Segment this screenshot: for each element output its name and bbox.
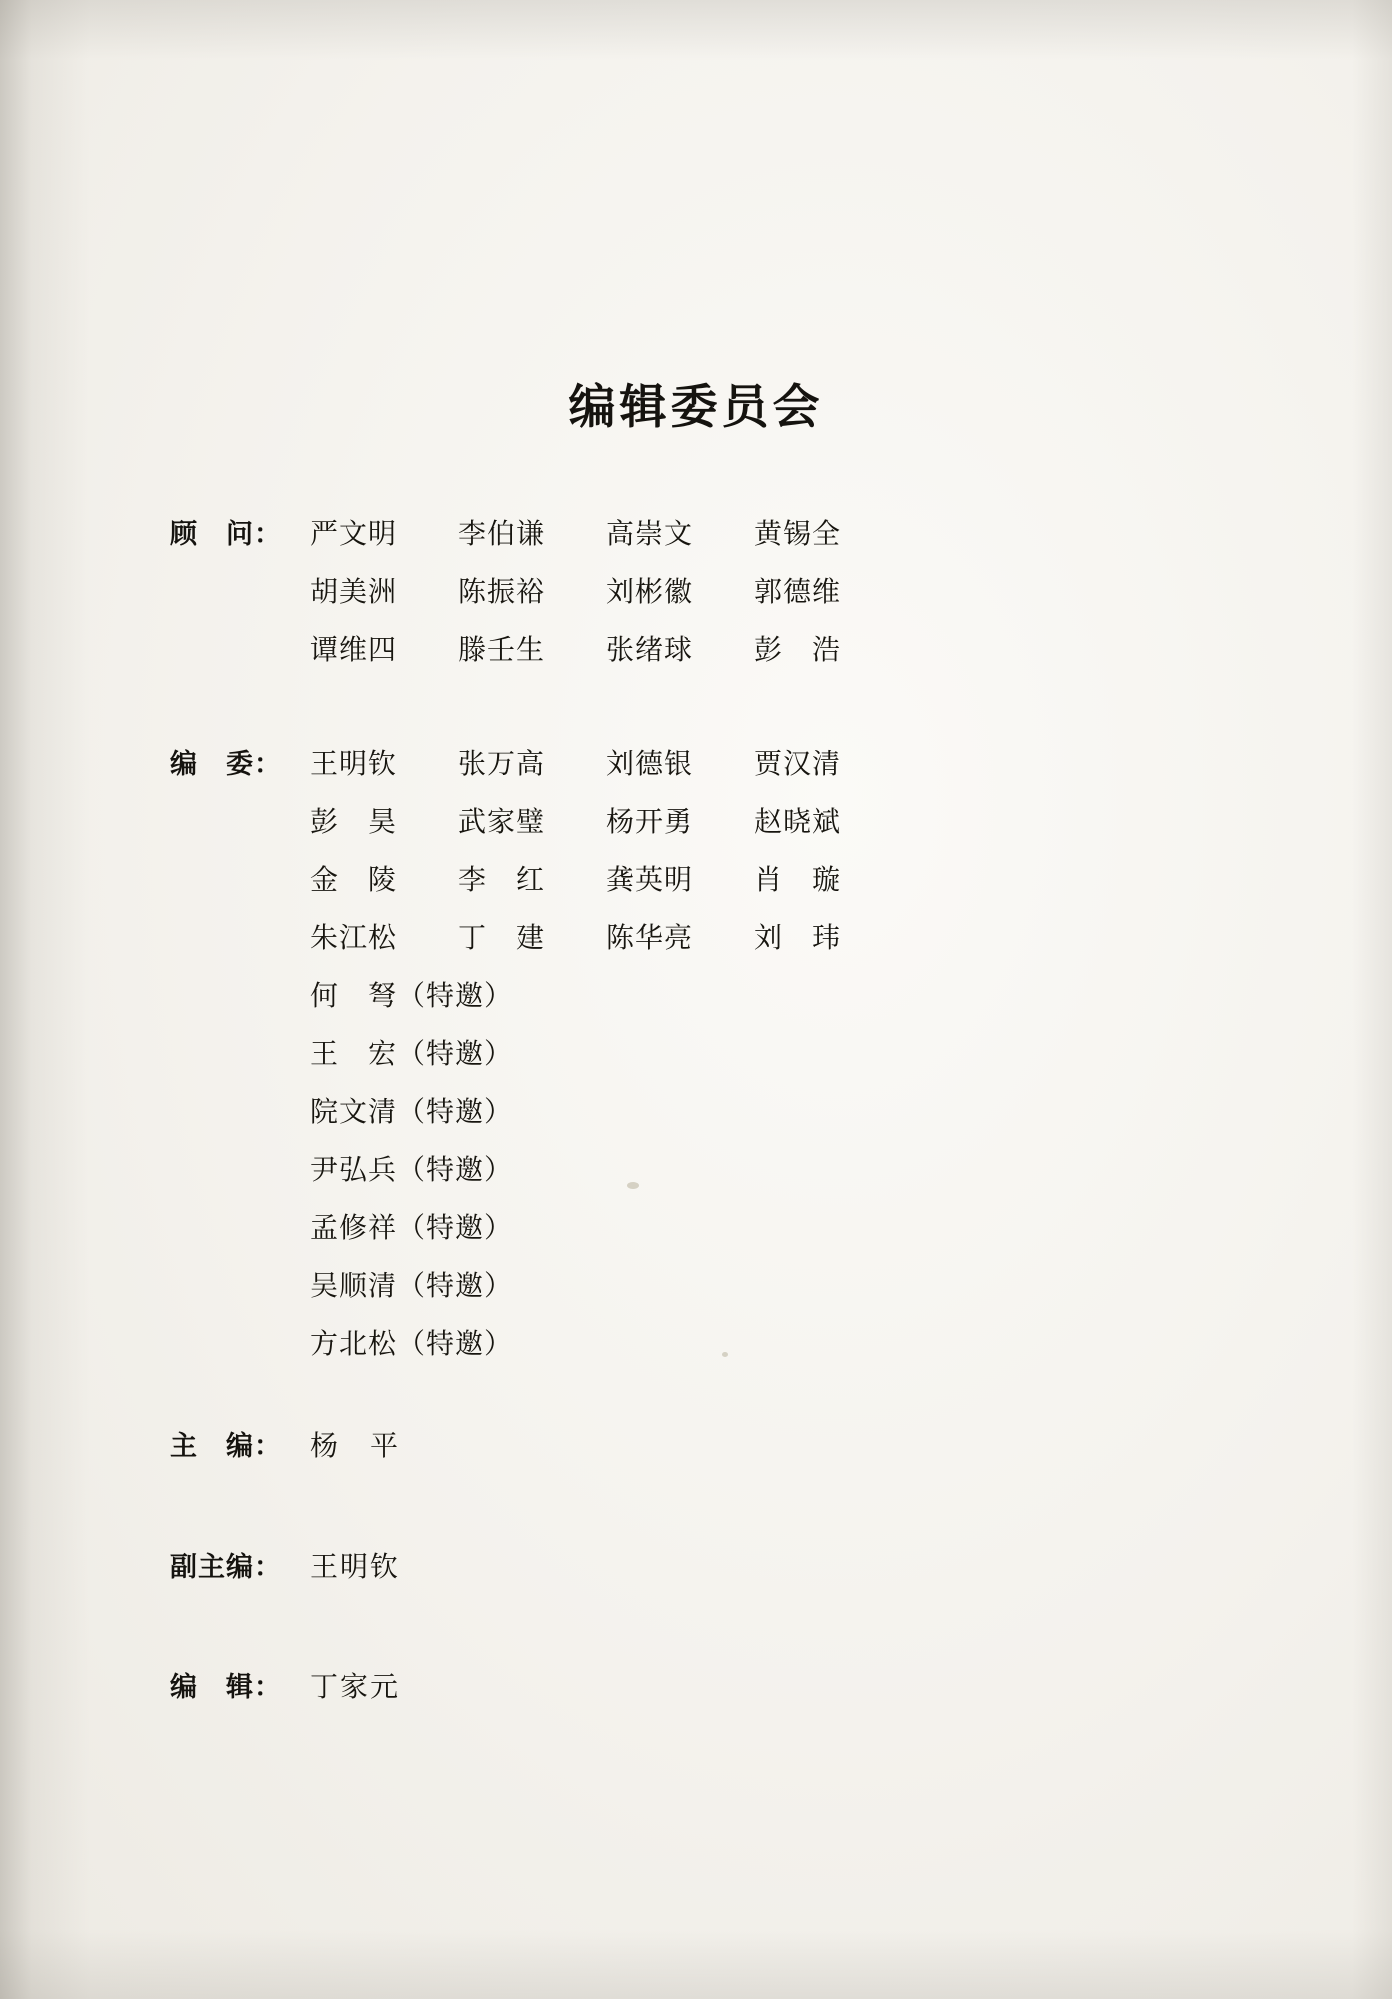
section-row — [170, 1545, 400, 1603]
section-row — [170, 1206, 902, 1264]
section-row — [170, 1665, 400, 1723]
person-name: 李伯谦 — [458, 517, 546, 550]
section-row — [170, 800, 902, 858]
section-editorial-members — [170, 742, 902, 1380]
person-name: 丁家元 — [310, 1670, 401, 1703]
section-deputy-chief-editor — [170, 1545, 400, 1603]
person-name: 刘德银 — [606, 747, 694, 780]
person-name: 王明钦 — [310, 747, 398, 780]
person-name: 金 陵 — [310, 863, 398, 896]
name-group — [310, 1206, 513, 1246]
name-group — [310, 512, 902, 552]
person-name: 郭德维 — [754, 575, 842, 608]
section-row — [170, 974, 902, 1032]
person-name: 孟修祥（特邀） — [310, 1211, 514, 1244]
person-name: 陈振裕 — [458, 575, 546, 608]
person-name: 武家璧 — [458, 805, 546, 838]
section-row — [170, 1032, 902, 1090]
name-group — [310, 570, 902, 610]
section-label-editor: 编 辑： — [170, 1672, 282, 1703]
person-name: 朱江松 — [310, 921, 398, 954]
section-row — [170, 916, 902, 974]
section-label-deputy-chief-editor: 副主编： — [170, 1552, 282, 1583]
person-name: 张万高 — [458, 747, 546, 780]
person-name: 院文清（特邀） — [310, 1095, 514, 1128]
name-group — [310, 1148, 513, 1188]
person-name: 方北松（特邀） — [310, 1327, 514, 1360]
name-group — [310, 1032, 513, 1072]
person-name: 丁 建 — [458, 921, 546, 954]
name-group — [310, 916, 902, 956]
section-row — [170, 1322, 902, 1380]
person-name: 何 弩（特邀） — [310, 979, 514, 1012]
section-advisors — [170, 512, 902, 686]
name-group — [310, 1322, 513, 1362]
section-chief-editor — [170, 1424, 400, 1482]
person-name: 张绪球 — [606, 633, 694, 666]
person-name: 严文明 — [310, 517, 398, 550]
section-row — [170, 1424, 400, 1482]
person-name: 刘 玮 — [754, 921, 842, 954]
section-label-members: 编 委： — [170, 749, 282, 780]
section-label-advisors: 顾 问： — [170, 519, 282, 550]
person-name: 谭维四 — [310, 633, 398, 666]
person-name: 杨 平 — [310, 1429, 401, 1462]
person-name: 尹弘兵（特邀） — [310, 1153, 514, 1186]
name-group — [310, 800, 902, 840]
person-name: 李 红 — [458, 863, 546, 896]
section-row — [170, 512, 902, 570]
person-name: 王明钦 — [310, 1550, 401, 1583]
section-row — [170, 628, 902, 686]
section-row — [170, 742, 902, 800]
person-name: 刘彬徽 — [606, 575, 694, 608]
section-row — [170, 1264, 902, 1322]
section-row — [170, 1090, 902, 1148]
name-group — [310, 1264, 513, 1304]
section-row — [170, 858, 902, 916]
person-name: 彭 浩 — [754, 633, 842, 666]
name-group — [310, 974, 513, 1014]
person-name: 赵晓斌 — [754, 805, 842, 838]
name-group — [310, 628, 902, 668]
section-label-chief-editor: 主 编： — [170, 1431, 282, 1462]
person-name: 杨开勇 — [606, 805, 694, 838]
person-name: 高崇文 — [606, 517, 694, 550]
section-row — [170, 1148, 902, 1206]
name-group — [310, 858, 902, 898]
person-name: 黄锡全 — [754, 517, 842, 550]
person-name: 滕壬生 — [458, 633, 546, 666]
page-title: 编辑委员会 — [568, 380, 824, 435]
section-row — [170, 570, 902, 628]
section-editor — [170, 1665, 400, 1723]
person-name: 吴顺清（特邀） — [310, 1269, 514, 1302]
person-name: 肖 璇 — [754, 863, 842, 896]
person-name: 王 宏（特邀） — [310, 1037, 514, 1070]
name-group — [310, 742, 902, 782]
person-name: 陈华亮 — [606, 921, 694, 954]
person-name: 龚英明 — [606, 863, 694, 896]
person-name: 贾汉清 — [754, 747, 842, 780]
person-name: 彭 昊 — [310, 805, 398, 838]
name-group — [310, 1090, 513, 1130]
person-name: 胡美洲 — [310, 575, 398, 608]
